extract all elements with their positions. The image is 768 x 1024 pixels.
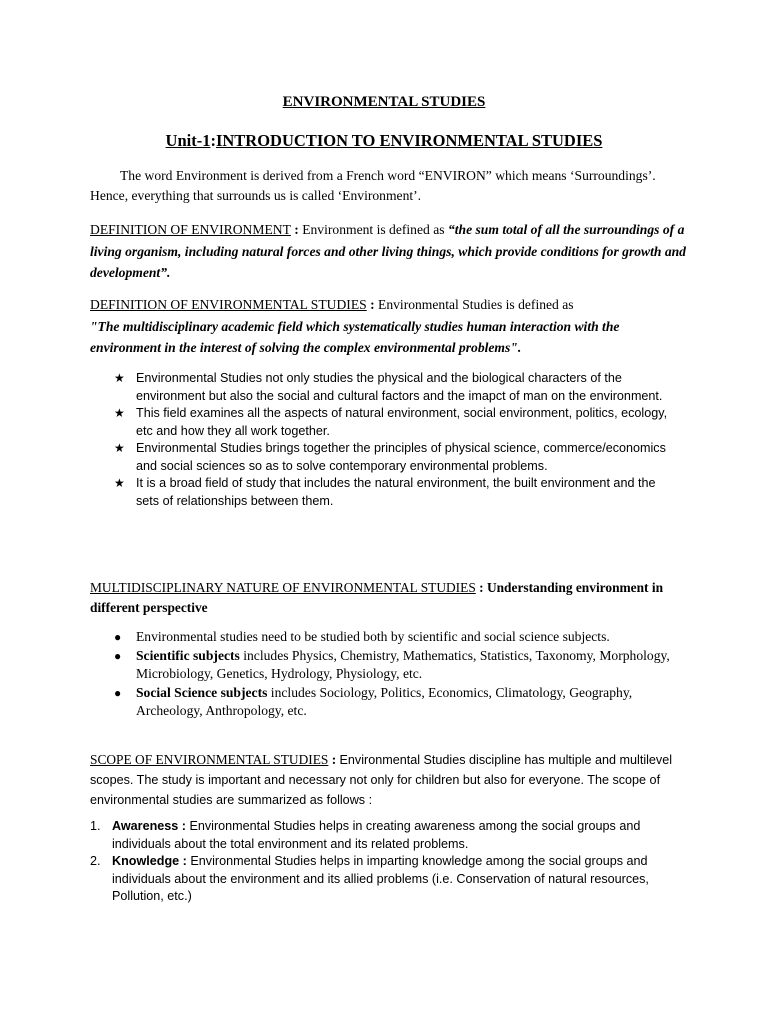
unit-label: Unit-1 — [165, 131, 211, 150]
scope-heading: SCOPE OF ENVIRONMENTAL STUDIES — [90, 752, 329, 767]
list-item — [90, 853, 682, 906]
definition-environment — [90, 219, 690, 284]
list-item-text: includes Physics, Chemistry, Mathematics, Statistics, Taxonomy, Morphology, Microbiology, Genetics, Hydrology, Physiology, etc. — [136, 647, 670, 681]
star-icon: ★ — [114, 441, 125, 455]
document-title: ENVIRONMENTAL STUDIES — [282, 94, 486, 110]
list-item-bold: Scientific subjects — [136, 647, 240, 663]
bullet-icon: ● — [114, 630, 122, 644]
list-item-text: It is a broad field of study that includes the natural environment, the built environment and the sets of relationships between them. — [136, 476, 656, 508]
list-item-number: 2. — [90, 854, 101, 868]
multidisciplinary-section — [90, 578, 690, 618]
definition-environment-heading: DEFINITION OF ENVIRONMENT — [90, 222, 291, 237]
list-item-text: Environmental Studies brings together the principles of physical science, commerce/economics and social sciences so as to solve contemporary environmental problems. — [136, 441, 666, 473]
list-item-bold: Social Science subjects — [136, 684, 268, 700]
definition-environment-sep: : — [290, 222, 303, 237]
scope-text: Environmental Studies discipline has multiple and multilevel scopes. The study is important and necessary not only for children but also for everyone. The scope of environmental studies are summarized as follows : — [90, 753, 673, 807]
list-item — [112, 370, 672, 405]
scope-sep: : — [328, 752, 340, 767]
bullet-icon: ● — [114, 648, 122, 663]
list-item — [112, 475, 672, 510]
multidisciplinary-sub: Understanding environment in different perspective — [90, 580, 664, 615]
bullet-list — [112, 628, 672, 721]
list-item-bold: Knowledge : — [112, 854, 187, 868]
multidisciplinary-sep: : — [475, 580, 487, 595]
list-item-text: This field examines all the aspects of natural environment, social environment, politics, ecology, etc and how they all work together. — [136, 406, 668, 438]
star-icon: ★ — [114, 406, 125, 420]
scope-section — [90, 750, 690, 810]
bullet-icon: ● — [114, 685, 122, 700]
unit-title: INTRODUCTION TO ENVIRONMENTAL STUDIES — [215, 131, 603, 150]
list-item — [112, 647, 672, 684]
list-item-text: Environmental studies need to be studied both by scientific and social science subjects. — [136, 629, 610, 644]
star-icon: ★ — [114, 371, 125, 385]
definition-studies — [90, 294, 690, 359]
list-item — [112, 405, 672, 440]
definition-studies-heading: DEFINITION OF ENVIRONMENTAL STUDIES — [90, 297, 367, 312]
scope-list — [90, 818, 682, 906]
unit-heading — [0, 131, 768, 151]
list-item — [112, 628, 672, 647]
definition-environment-quote: “the sum total of all the surroundings of a living organism, including natural forces and other living things, which provide conditions for growth and development”. — [90, 222, 686, 280]
star-list — [112, 370, 672, 510]
intro-paragraph: The word Environment is derived from a French word “ENVIRON” which means ‘Surroundings’. Hence, everything that surrounds us is called ‘Environment’. — [90, 168, 656, 203]
list-item-text: Environmental Studies not only studies the physical and the biological characters of the environment but also the social and cultural factors and the imapct of man on the environment. — [136, 371, 663, 403]
list-item-number: 1. — [90, 819, 101, 833]
definition-studies-sep: : — [366, 297, 379, 312]
list-item-text: Environmental Studies helps in imparting knowledge among the social groups and individuals about the environment and its allied problems (i.e. Conservation of natural resources, Pollution, etc.) — [112, 854, 649, 903]
unit-separator: : — [210, 131, 216, 150]
list-item-bold: Awareness : — [112, 819, 186, 833]
multidisciplinary-heading: MULTIDISCIPLINARY NATURE OF ENVIRONMENTAL STUDIES — [90, 580, 476, 595]
list-item — [112, 440, 672, 475]
definition-studies-quote: "The multidisciplinary academic field which systematically studies human interaction with the environment in the interest of solving the complex environmental problems". — [90, 318, 620, 355]
list-item-text: Environmental Studies helps in creating awareness among the social groups and individuals about the total environment and its related problems. — [112, 819, 641, 851]
definition-studies-lead: Environmental Studies is defined as — [378, 297, 574, 312]
list-item — [112, 684, 672, 721]
star-icon: ★ — [114, 476, 125, 490]
list-item — [90, 818, 682, 853]
list-item-text: includes Sociology, Politics, Economics, Climatology, Geography, Archeology, Anthropology, etc. — [136, 684, 633, 718]
definition-environment-lead: Environment is defined as — [302, 222, 448, 237]
